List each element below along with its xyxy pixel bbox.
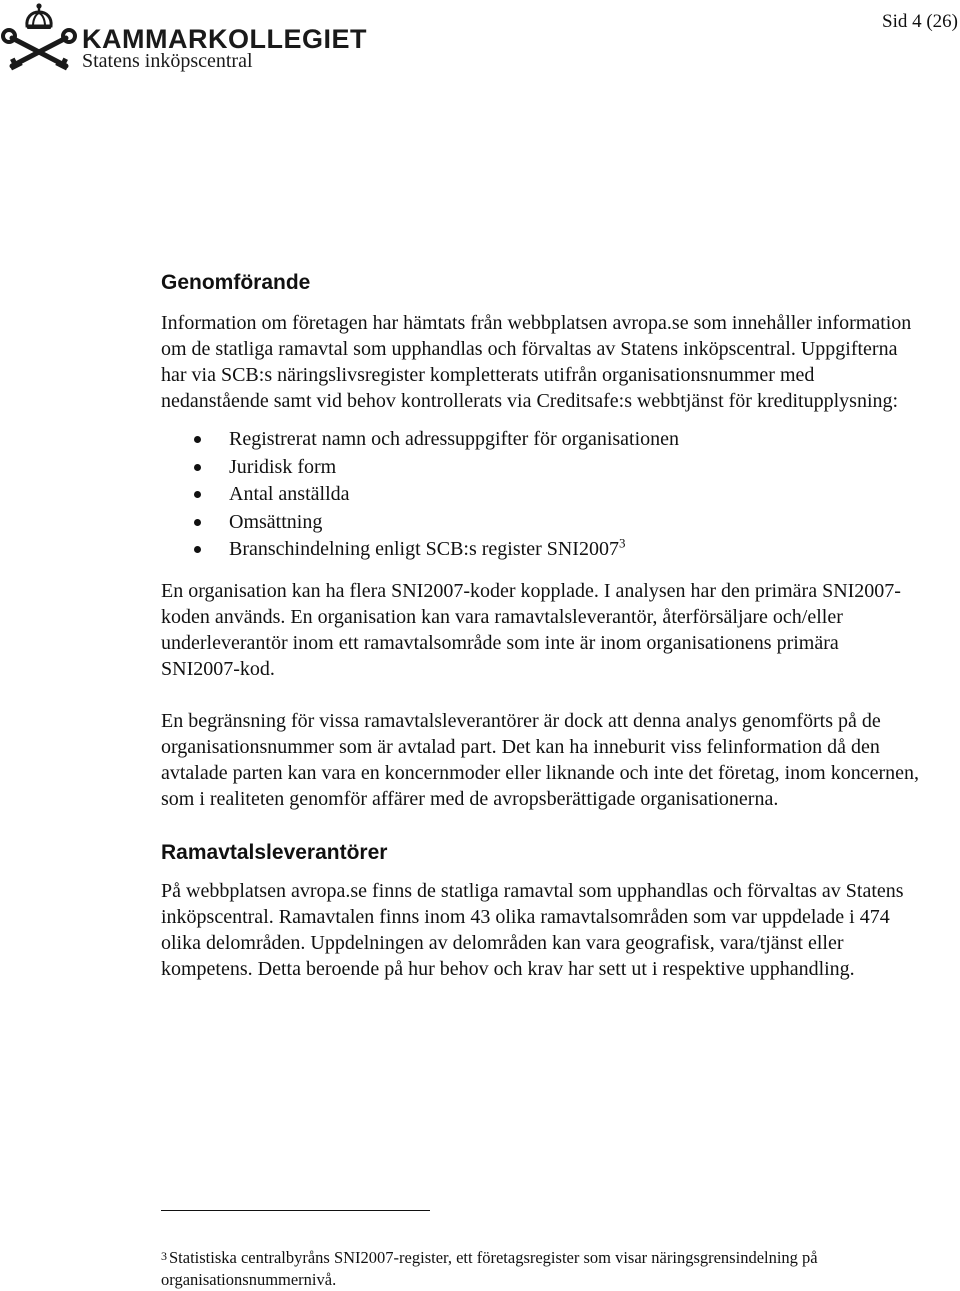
list-item: Juridisk form: [161, 454, 921, 482]
footnote-reference: 3: [618, 535, 626, 551]
org-subtitle: Statens inköpscentral: [82, 50, 253, 72]
bullet-list: [161, 426, 921, 564]
footnote-divider: [161, 1210, 430, 1211]
section-heading-genomforande: Genomförande: [161, 271, 311, 294]
intro-paragraph: Information om företagen har hämtats från webbplatsen avropa.se som innehåller information om de statliga ramavtal som upphandlas och förvaltas av Statens inköpscentral. Uppgifterna har via SCB:s näringslivsregister kompletterats utifrån organisationsnummer med nedanstående samt vid behov kontrollerats via Creditsafe:s webbtjänst för kreditupplysning:: [161, 312, 912, 412]
section-heading-ramavtalsleverantorer: Ramavtalsleverantörer: [161, 840, 388, 864]
paragraph: En begränsning för vissa ramavtalsleverantörer är dock att denna analys genomförts på de organisationsnummer som är avtalad part. Det kan ha inneburit viss felinformation då den avtalade parten kan vara en koncernmoder eller liknande och inte det företag, inom koncernen, som i realiteten genomför affärer med de avropsberättigade organisationerna.: [161, 709, 919, 810]
list-item: Omsättning: [161, 509, 921, 537]
list-item: Branschindelning enligt SCB:s register SNI2007$^3$: [161, 536, 921, 564]
crown-crossed-keys-icon: [0, 2, 78, 80]
list-item: Antal anställda: [161, 481, 921, 509]
page-number: Sid 4 (26): [882, 11, 958, 32]
paragraph: En organisation kan ha flera SNI2007-koder kopplade. I analysen har den primära SNI2007-koden används. En organisation kan vara ramavtalsleverantör, återförsäljare och/eller underleverantör inom ett ramavtalsområde som inte är inom organisationens primära SNI2007-kod.: [161, 579, 901, 680]
paragraph: På webbplatsen avropa.se finns de statliga ramavtal som upphandlas och förvaltas av Statens inköpscentral. Ramavtalen finns inom 43 olika ramavtalsområden som var uppdelade i 474 olika delområden. Uppdelningen av delområden kan vara geografisk, vara/tjänst eller kompetens. Detta beroende på hur behov och krav har sett ut i respektive upphandling.: [161, 879, 904, 980]
footnote-text: Statistiska centralbyråns SNI2007-register, ett företagsregister som visar näringsgrensindelning på organisationsnummernivå.: [161, 1248, 818, 1289]
list-item: Registrerat namn och adressuppgifter för organisationen: [161, 426, 921, 454]
document-body: [161, 268, 921, 982]
org-name: KAMMARKOLLEGIET: [82, 24, 367, 54]
kammarkollegiet-logo: [0, 0, 367, 80]
footnote: [161, 1245, 921, 1291]
footnote-number: 3: [161, 1249, 167, 1263]
